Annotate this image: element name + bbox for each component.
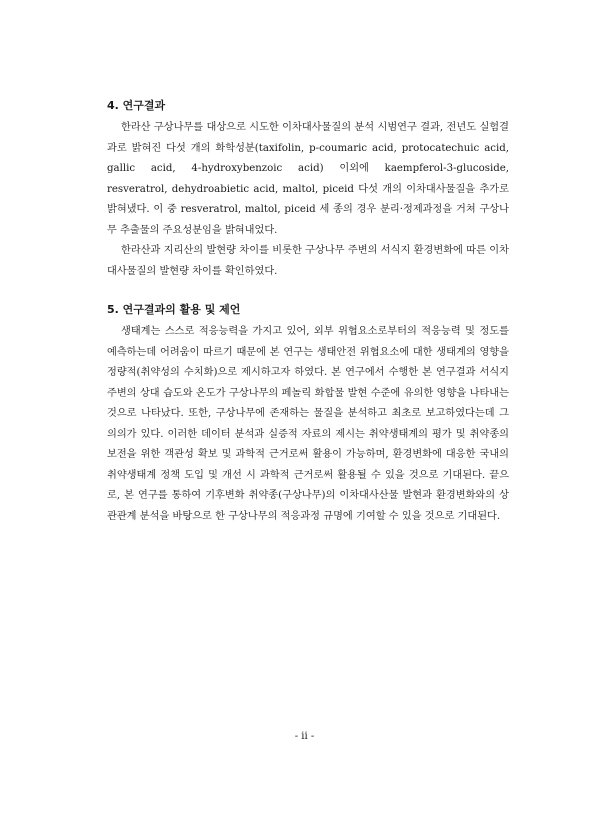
section-heading: 5. 연구결과의 활용 및 제언 xyxy=(107,303,241,316)
section-research-results xyxy=(107,98,509,282)
section-utilization-suggestions xyxy=(107,302,509,527)
page-number: - ii - xyxy=(294,731,315,742)
paragraph: 생태계는 스스로 적응능력을 가지고 있어, 외부 위협요소로부터의 적응능력 및 정도를 예측하는데 어려움이 따르기 때문에 본 연구는 생태안전 위협요소에 대한 생태계의 영향을 정량적(취약성의 수치화)으로 제시하고자 하였다. 본 연구에서 수행한 본 연구결과 서식지 주변의 상대 습도와 온도가 구상나무의 페놀릭 화합물 발현 수준에 유의한 영향을 나타내는 것으로 나타났다. 또한, 구상나무에 존재하는 물질을 분석하고 최초로 보고하였다는데 그 의의가 있다. 이러한 데이터 분석과 실증적 자료의 제시는 취약생태계의 평가 및 취약종의 보전을 위한 객관성 확보 및 과학적 근거로써 활용이 가능하며, 환경변화에 대응한 국내의 취약생태계 정책 도입 및 개선 시 과학적 근거로써 활용될 수 있을 것으로 기대된다. 끝으로, 본 연구를 통하여 기후변화 취약종(구상나무)의 이차대사산물 발현과 환경변화와의 상관관계 분석을 바탕으로 한 구상나무의 적응과정 규명에 기여할 수 있을 것으로 기대된다. xyxy=(107,326,509,522)
paragraph: 한라산과 지리산의 발현량 차이를 비롯한 구상나무 주변의 서식지 환경변화에 따른 이차대사물질의 발현량 차이를 확인하였다. xyxy=(107,245,509,277)
section-heading: 4. 연구결과 xyxy=(107,99,166,112)
paragraph: 한라산 구상나무를 대상으로 시도한 이차대사물질의 분석 시범연구 결과, 전년도 실험결과로 밝혀진 다섯 개의 화학성분(taxifolin, p-coumaric acid, protocatechuic acid, gallic acid, 4-hydroxybenzoic acid) 이외에 kaempferol-3-glucoside, resveratrol, dehydroabietic acid, maltol, piceid 다섯 개의 이차대사물질을 추가로 밝혀냈다. 이 중 resveratrol, maltol, piceid 세 종의 경우 분리·정제과정을 거쳐 구상나무 추출물의 주요성분임을 밝혀내었다. xyxy=(107,122,509,236)
